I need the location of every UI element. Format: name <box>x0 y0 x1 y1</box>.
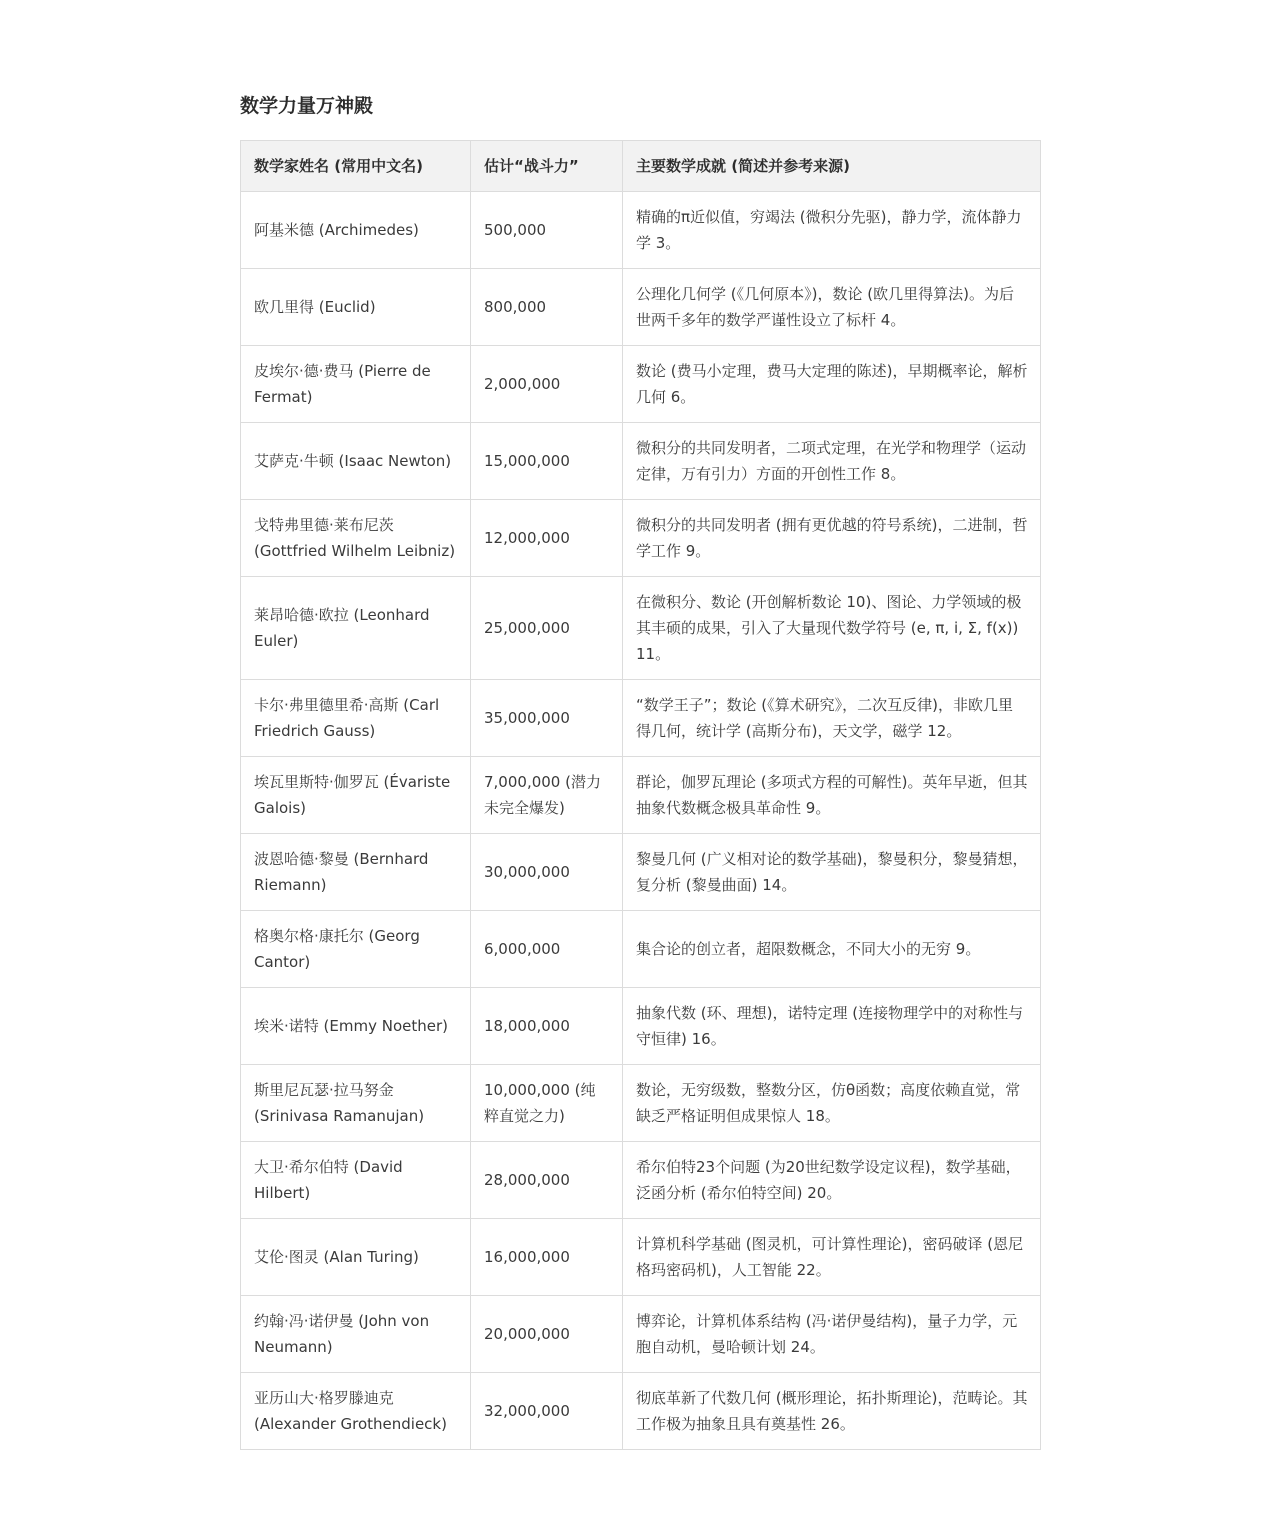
table-row <box>241 1065 1041 1142</box>
cell-name: 皮埃尔·德·费马 (Pierre de Fermat) <box>241 346 471 423</box>
cell-achievement: 数论 (费马小定理，费马大定理的陈述)，早期概率论，解析几何 6。 <box>623 346 1041 423</box>
cell-power: 500,000 <box>471 192 623 269</box>
cell-power: 18,000,000 <box>471 988 623 1065</box>
column-header-achievement: 主要数学成就 (简述并参考来源) <box>623 141 1041 192</box>
cell-name: 艾伦·图灵 (Alan Turing) <box>241 1219 471 1296</box>
page-title: 数学力量万神殿 <box>240 95 374 117</box>
cell-achievement: 群论，伽罗瓦理论 (多项式方程的可解性)。英年早逝，但其抽象代数概念极具革命性 9。 <box>623 757 1041 834</box>
cell-achievement: 微积分的共同发明者 (拥有更优越的符号系统)，二进制，哲学工作 9。 <box>623 500 1041 577</box>
cell-achievement: 计算机科学基础 (图灵机，可计算性理论)，密码破译 (恩尼格玛密码机)，人工智能 22。 <box>623 1219 1041 1296</box>
table-row <box>241 423 1041 500</box>
table-row <box>241 1142 1041 1219</box>
cell-name: 阿基米德 (Archimedes) <box>241 192 471 269</box>
table-row <box>241 834 1041 911</box>
table-body <box>241 192 1041 1450</box>
cell-achievement: 精确的π近似值，穷竭法 (微积分先驱)，静力学，流体静力学 3。 <box>623 192 1041 269</box>
cell-name: 大卫·希尔伯特 (David Hilbert) <box>241 1142 471 1219</box>
cell-name: 波恩哈德·黎曼 (Bernhard Riemann) <box>241 834 471 911</box>
table-row <box>241 1296 1041 1373</box>
cell-power: 12,000,000 <box>471 500 623 577</box>
table-row <box>241 269 1041 346</box>
cell-name: 卡尔·弗里德里希·高斯 (Carl Friedrich Gauss) <box>241 680 471 757</box>
table-row <box>241 346 1041 423</box>
cell-power: 25,000,000 <box>471 577 623 680</box>
cell-achievement: 黎曼几何 (广义相对论的数学基础)，黎曼积分，黎曼猜想，复分析 (黎曼曲面) 14。 <box>623 834 1041 911</box>
table-row <box>241 680 1041 757</box>
cell-name: 亚历山大·格罗滕迪克 (Alexander Grothendieck) <box>241 1373 471 1450</box>
cell-power: 30,000,000 <box>471 834 623 911</box>
cell-power: 28,000,000 <box>471 1142 623 1219</box>
cell-name: 艾萨克·牛顿 (Isaac Newton) <box>241 423 471 500</box>
table-row <box>241 1373 1041 1450</box>
cell-achievement: 希尔伯特23个问题 (为20世纪数学设定议程)，数学基础，泛函分析 (希尔伯特空间) 20。 <box>623 1142 1041 1219</box>
cell-name: 莱昂哈德·欧拉 (Leonhard Euler) <box>241 577 471 680</box>
table-row <box>241 577 1041 680</box>
cell-name: 戈特弗里德·莱布尼茨 (Gottfried Wilhelm Leibniz) <box>241 500 471 577</box>
table-row <box>241 757 1041 834</box>
cell-name: 埃米·诺特 (Emmy Noether) <box>241 988 471 1065</box>
cell-achievement: 在微积分、数论 (开创解析数论 10)、图论、力学领域的极其丰硕的成果，引入了大量现代数学符号 (e, π, i, Σ, f(x)) 11。 <box>623 577 1041 680</box>
mathematicians-table <box>240 140 1041 1450</box>
cell-power: 7,000,000 (潜力未完全爆发) <box>471 757 623 834</box>
cell-achievement: 彻底革新了代数几何 (概形理论，拓扑斯理论)，范畴论。其工作极为抽象且具有奠基性 26。 <box>623 1373 1041 1450</box>
column-header-name: 数学家姓名 (常用中文名) <box>241 141 471 192</box>
column-header-power: 估计“战斗力” <box>471 141 623 192</box>
cell-power: 6,000,000 <box>471 911 623 988</box>
cell-name: 埃瓦里斯特·伽罗瓦 (Évariste Galois) <box>241 757 471 834</box>
table-row <box>241 1219 1041 1296</box>
cell-achievement: 微积分的共同发明者，二项式定理，在光学和物理学（运动定律，万有引力）方面的开创性工作 8。 <box>623 423 1041 500</box>
table-row <box>241 500 1041 577</box>
table-header-row <box>241 141 1041 192</box>
cell-achievement: 数论，无穷级数，整数分区，仿θ函数；高度依赖直觉，常缺乏严格证明但成果惊人 18。 <box>623 1065 1041 1142</box>
cell-achievement: “数学王子”；数论 (《算术研究》，二次互反律)，非欧几里得几何，统计学 (高斯分布)，天文学，磁学 12。 <box>623 680 1041 757</box>
cell-power: 10,000,000 (纯粹直觉之力) <box>471 1065 623 1142</box>
cell-power: 32,000,000 <box>471 1373 623 1450</box>
cell-power: 800,000 <box>471 269 623 346</box>
table-row <box>241 988 1041 1065</box>
cell-power: 2,000,000 <box>471 346 623 423</box>
cell-power: 35,000,000 <box>471 680 623 757</box>
cell-achievement: 抽象代数 (环、理想)，诺特定理 (连接物理学中的对称性与守恒律) 16。 <box>623 988 1041 1065</box>
cell-achievement: 公理化几何学 (《几何原本》)，数论 (欧几里得算法)。为后世两千多年的数学严谨性设立了标杆 4。 <box>623 269 1041 346</box>
cell-achievement: 集合论的创立者，超限数概念，不同大小的无穷 9。 <box>623 911 1041 988</box>
cell-power: 15,000,000 <box>471 423 623 500</box>
cell-name: 约翰·冯·诺伊曼 (John von Neumann) <box>241 1296 471 1373</box>
cell-name: 斯里尼瓦瑟·拉马努金 (Srinivasa Ramanujan) <box>241 1065 471 1142</box>
cell-name: 欧几里得 (Euclid) <box>241 269 471 346</box>
cell-power: 16,000,000 <box>471 1219 623 1296</box>
cell-name: 格奥尔格·康托尔 (Georg Cantor) <box>241 911 471 988</box>
table-row <box>241 192 1041 269</box>
table-row <box>241 911 1041 988</box>
cell-achievement: 博弈论，计算机体系结构 (冯·诺伊曼结构)，量子力学，元胞自动机，曼哈顿计划 24。 <box>623 1296 1041 1373</box>
cell-power: 20,000,000 <box>471 1296 623 1373</box>
